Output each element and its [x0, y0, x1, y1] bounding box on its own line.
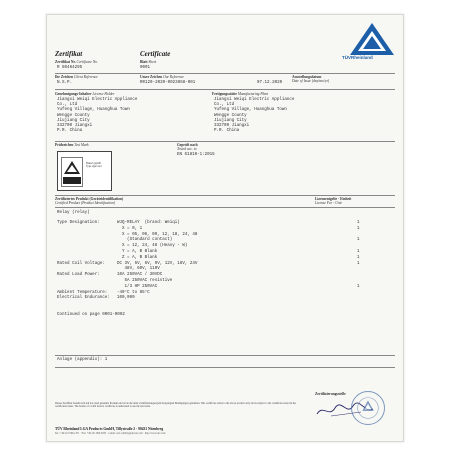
- spec-fee-unit: 1: [357, 284, 360, 289]
- standard-value: EN 61810-1:2015: [177, 153, 215, 157]
- spec-fee-unit: 1: [357, 255, 360, 260]
- spec-value: X = 05, 06, 09, 12, 18, 24, 48: [117, 232, 198, 237]
- spec-value: Z = A, B Blank: [117, 255, 158, 260]
- spec-value: (Standard contact): [117, 238, 173, 243]
- spec-fee-unit: 1: [357, 238, 360, 243]
- spec-value: 100,000: [117, 296, 135, 301]
- footer-address: TÜV Rheinland LGA Products GmbH, Tillystraße 2 · 90431 Nürnberg: [55, 427, 164, 431]
- spec-fee-unit: 1: [357, 226, 360, 231]
- product-spec-list: [57, 221, 387, 302]
- spec-value: X = 12, 24, 48 (Heavy - W): [117, 244, 188, 249]
- certification-round-stamp: [351, 391, 385, 425]
- certificate-page: [46, 14, 404, 442]
- test-mark-text: Bauart geprüft Type approved: [86, 162, 102, 169]
- continued-text: Continued on page 0001-0002: [57, 313, 125, 317]
- standard-label-en: Tested acc. to: [177, 147, 197, 151]
- spec-row: [57, 296, 387, 302]
- spec-value: 5A 250VAC resistive: [117, 278, 173, 283]
- spec-key: Type Designation:: [57, 221, 100, 225]
- spec-value: 1/3 HP 250VAC: [117, 284, 158, 289]
- divider: [55, 73, 395, 74]
- spec-fee-unit: 1: [357, 249, 360, 254]
- manufacturer-address: Jiangxi Weiqi Electric Appliance Co., Ltd Yufeng Village, Huanghua Town Wengge County Jiujiang City 332700 Jiangxi P.R. China: [214, 98, 295, 134]
- footer-note: Dieses Zertifikat bezieht sich auf das oben genannte Produkt und ist an die unter Zertifizierungsregeln festgelegten Bedingungen gebunden. This certificate refers to the above product only and is subject to the conditions stated in the certification rules. The holder of a valid licence certificate is authorised to use the test mark.: [55, 402, 296, 409]
- appendix: Anlage (appendix): 1: [57, 358, 108, 362]
- test-mark-stamp: [57, 151, 112, 191]
- holder-label: Genehmigungs-Inhaber License Holder: [55, 92, 115, 96]
- sheet-no: 0001: [140, 66, 151, 70]
- issue-label: Ausstellungsdatum: [292, 75, 322, 79]
- licence-fee-label-en: License Fee - Unit: [315, 201, 342, 205]
- divider: [55, 89, 395, 90]
- spec-value: WJQ-RELAY (brand: Weiqi): [117, 221, 180, 225]
- spec-value: -40°C to 85°C: [117, 290, 150, 295]
- spec-key: Electrical Endurance:: [57, 296, 110, 301]
- logo-text: TÜVRheinland: [342, 55, 373, 60]
- product-label: Zertifiziertes Produkt (Geräteidentifikation): [55, 197, 124, 201]
- your-ref-label: Ihr Zeichen Client Reference: [55, 75, 98, 79]
- divider: [55, 355, 395, 356]
- test-mark-label: Prüfzeichen Test Mark: [55, 143, 89, 147]
- title-de: Zertifikat: [55, 50, 83, 58]
- spec-value: DC 3V, 5V, 6V, 9V, 12V, 18V, 24V: [117, 261, 198, 266]
- cert-no: R 50464295: [57, 66, 83, 70]
- our-ref: R0120-2020-0023858-001: [140, 81, 196, 85]
- cert-no-label: Zertifikat Nr. Certificate No.: [55, 60, 98, 64]
- your-ref: N.S.P.: [57, 81, 73, 85]
- tuv-mark-icon: [61, 157, 83, 187]
- spec-value: 10A 250VAC / 30VDC: [117, 273, 163, 278]
- spec-fee-unit: 1: [357, 261, 360, 266]
- product-label-en: Certified Product (Product Identification): [55, 201, 116, 205]
- holder-address: Jiangxi Weiqi Electric Appliance Co., Ltd Yufeng Village, Huanghua Town Wengge County Jiujiang City 332700 Jiangxi P.R. China: [57, 98, 138, 134]
- divider: [55, 141, 395, 142]
- issue-date: 07.12.2020: [257, 81, 283, 85]
- spec-value: X = 0, 1: [117, 226, 143, 231]
- spec-fee-unit: 1: [357, 221, 360, 225]
- product-name: Relay (relay): [57, 211, 90, 215]
- footer-contact: Tel.: +49 221 806-1371 · Fax: +49 221 806-3935 · e-mail: cert-validity@de.tuv.com · http://www.tuv.com: [55, 432, 166, 435]
- spec-value: 48V, 60V, 110V: [117, 267, 160, 272]
- issue-label-en: Date of Issue (day/mo/yr): [292, 79, 330, 83]
- spec-value: Y = A, B Blank: [117, 249, 158, 254]
- cert-body-label: Zertifizierungsstelle: [315, 392, 346, 396]
- divider: [55, 207, 395, 208]
- divider: [55, 195, 395, 196]
- spec-key: Rated Coil Voltage:: [57, 261, 105, 266]
- divider: [55, 367, 395, 368]
- spec-key: Ambient Temperature:: [57, 290, 108, 295]
- spec-key: Rated Load Power:: [57, 273, 100, 278]
- title-en: Certificate: [140, 50, 171, 58]
- sheet-label: Blatt Sheet: [140, 60, 157, 64]
- licence-fee-label: Lizenzentgelte - Einheit: [315, 197, 352, 201]
- standard-label: Geprüft nach: [177, 143, 198, 147]
- manufacturer-label: Fertigungsstätte Manufacturing Plant: [212, 92, 269, 96]
- our-ref-label: Unser Zeichen Our Reference: [140, 75, 185, 79]
